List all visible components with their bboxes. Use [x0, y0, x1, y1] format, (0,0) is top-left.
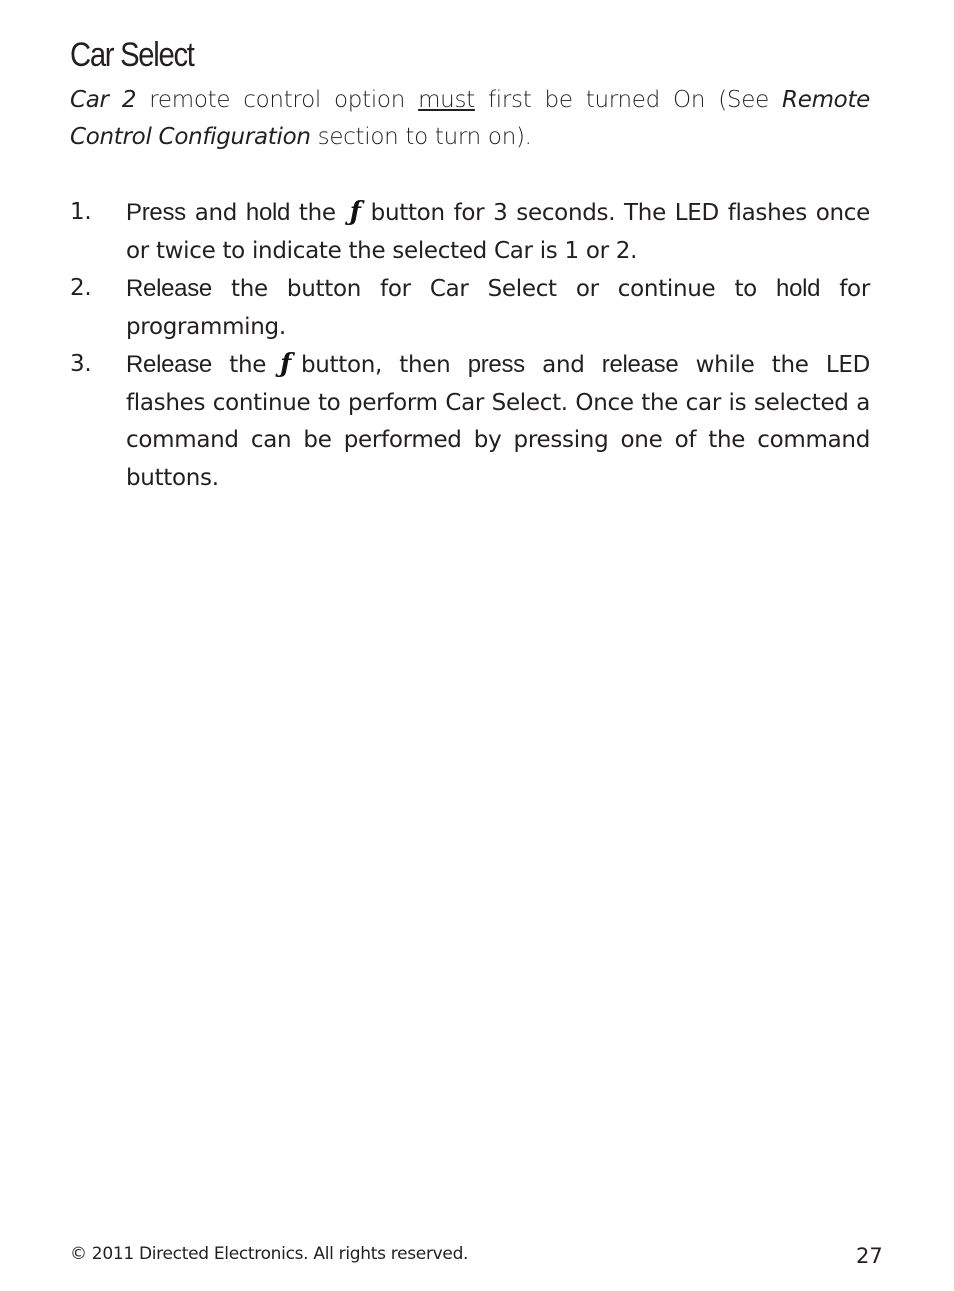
step-text: button, then	[300, 352, 468, 378]
step-2	[70, 270, 870, 346]
step-text: the	[290, 200, 336, 226]
function-button-icon: ƒ	[280, 349, 291, 379]
keyword-hold: hold	[245, 199, 291, 226]
step-1	[70, 194, 870, 270]
step-text: the	[211, 352, 267, 378]
step-text: and	[524, 352, 602, 378]
keyword-release: release	[601, 351, 679, 378]
step-text: button for 3 seconds. The LED flashes once or twice to indicate the selected Car is 1 or 2.	[126, 200, 870, 264]
step-number: 2.	[70, 275, 92, 301]
function-button-icon: ƒ	[349, 197, 361, 227]
intro-text: section to turn on).	[310, 124, 532, 150]
step-3	[70, 346, 870, 497]
intro-paragraph	[70, 82, 870, 156]
keyword-release: Release	[126, 351, 212, 378]
config-section-reference: Remote Control Configuration	[70, 87, 871, 150]
step-text: while the LED flashes continue to perform Car Select. Once the car is selected a command can be performed by pressing one of the command buttons.	[126, 352, 870, 491]
must-emphasis: must	[418, 87, 475, 113]
intro-text: remote control option	[136, 87, 419, 113]
page-number: 27	[856, 1244, 883, 1268]
step-number: 3.	[70, 351, 92, 377]
copyright-footer: © 2011 Directed Electronics. All rights reserved.	[70, 1244, 469, 1264]
step-list	[70, 194, 870, 497]
keyword-hold: hold	[776, 275, 821, 302]
keyword-press: Press	[126, 199, 186, 226]
car-2-label: Car 2	[70, 87, 137, 113]
section-title: Car Select	[70, 36, 194, 74]
intro-text: first be turned On (See	[474, 87, 783, 113]
step-number: 1.	[70, 199, 92, 225]
keyword-release: Release	[126, 275, 212, 302]
step-text: the button for Car Select or continue to	[211, 276, 777, 302]
step-text: for programming.	[126, 276, 870, 340]
step-text: and	[185, 200, 246, 226]
keyword-press: press	[467, 351, 525, 378]
